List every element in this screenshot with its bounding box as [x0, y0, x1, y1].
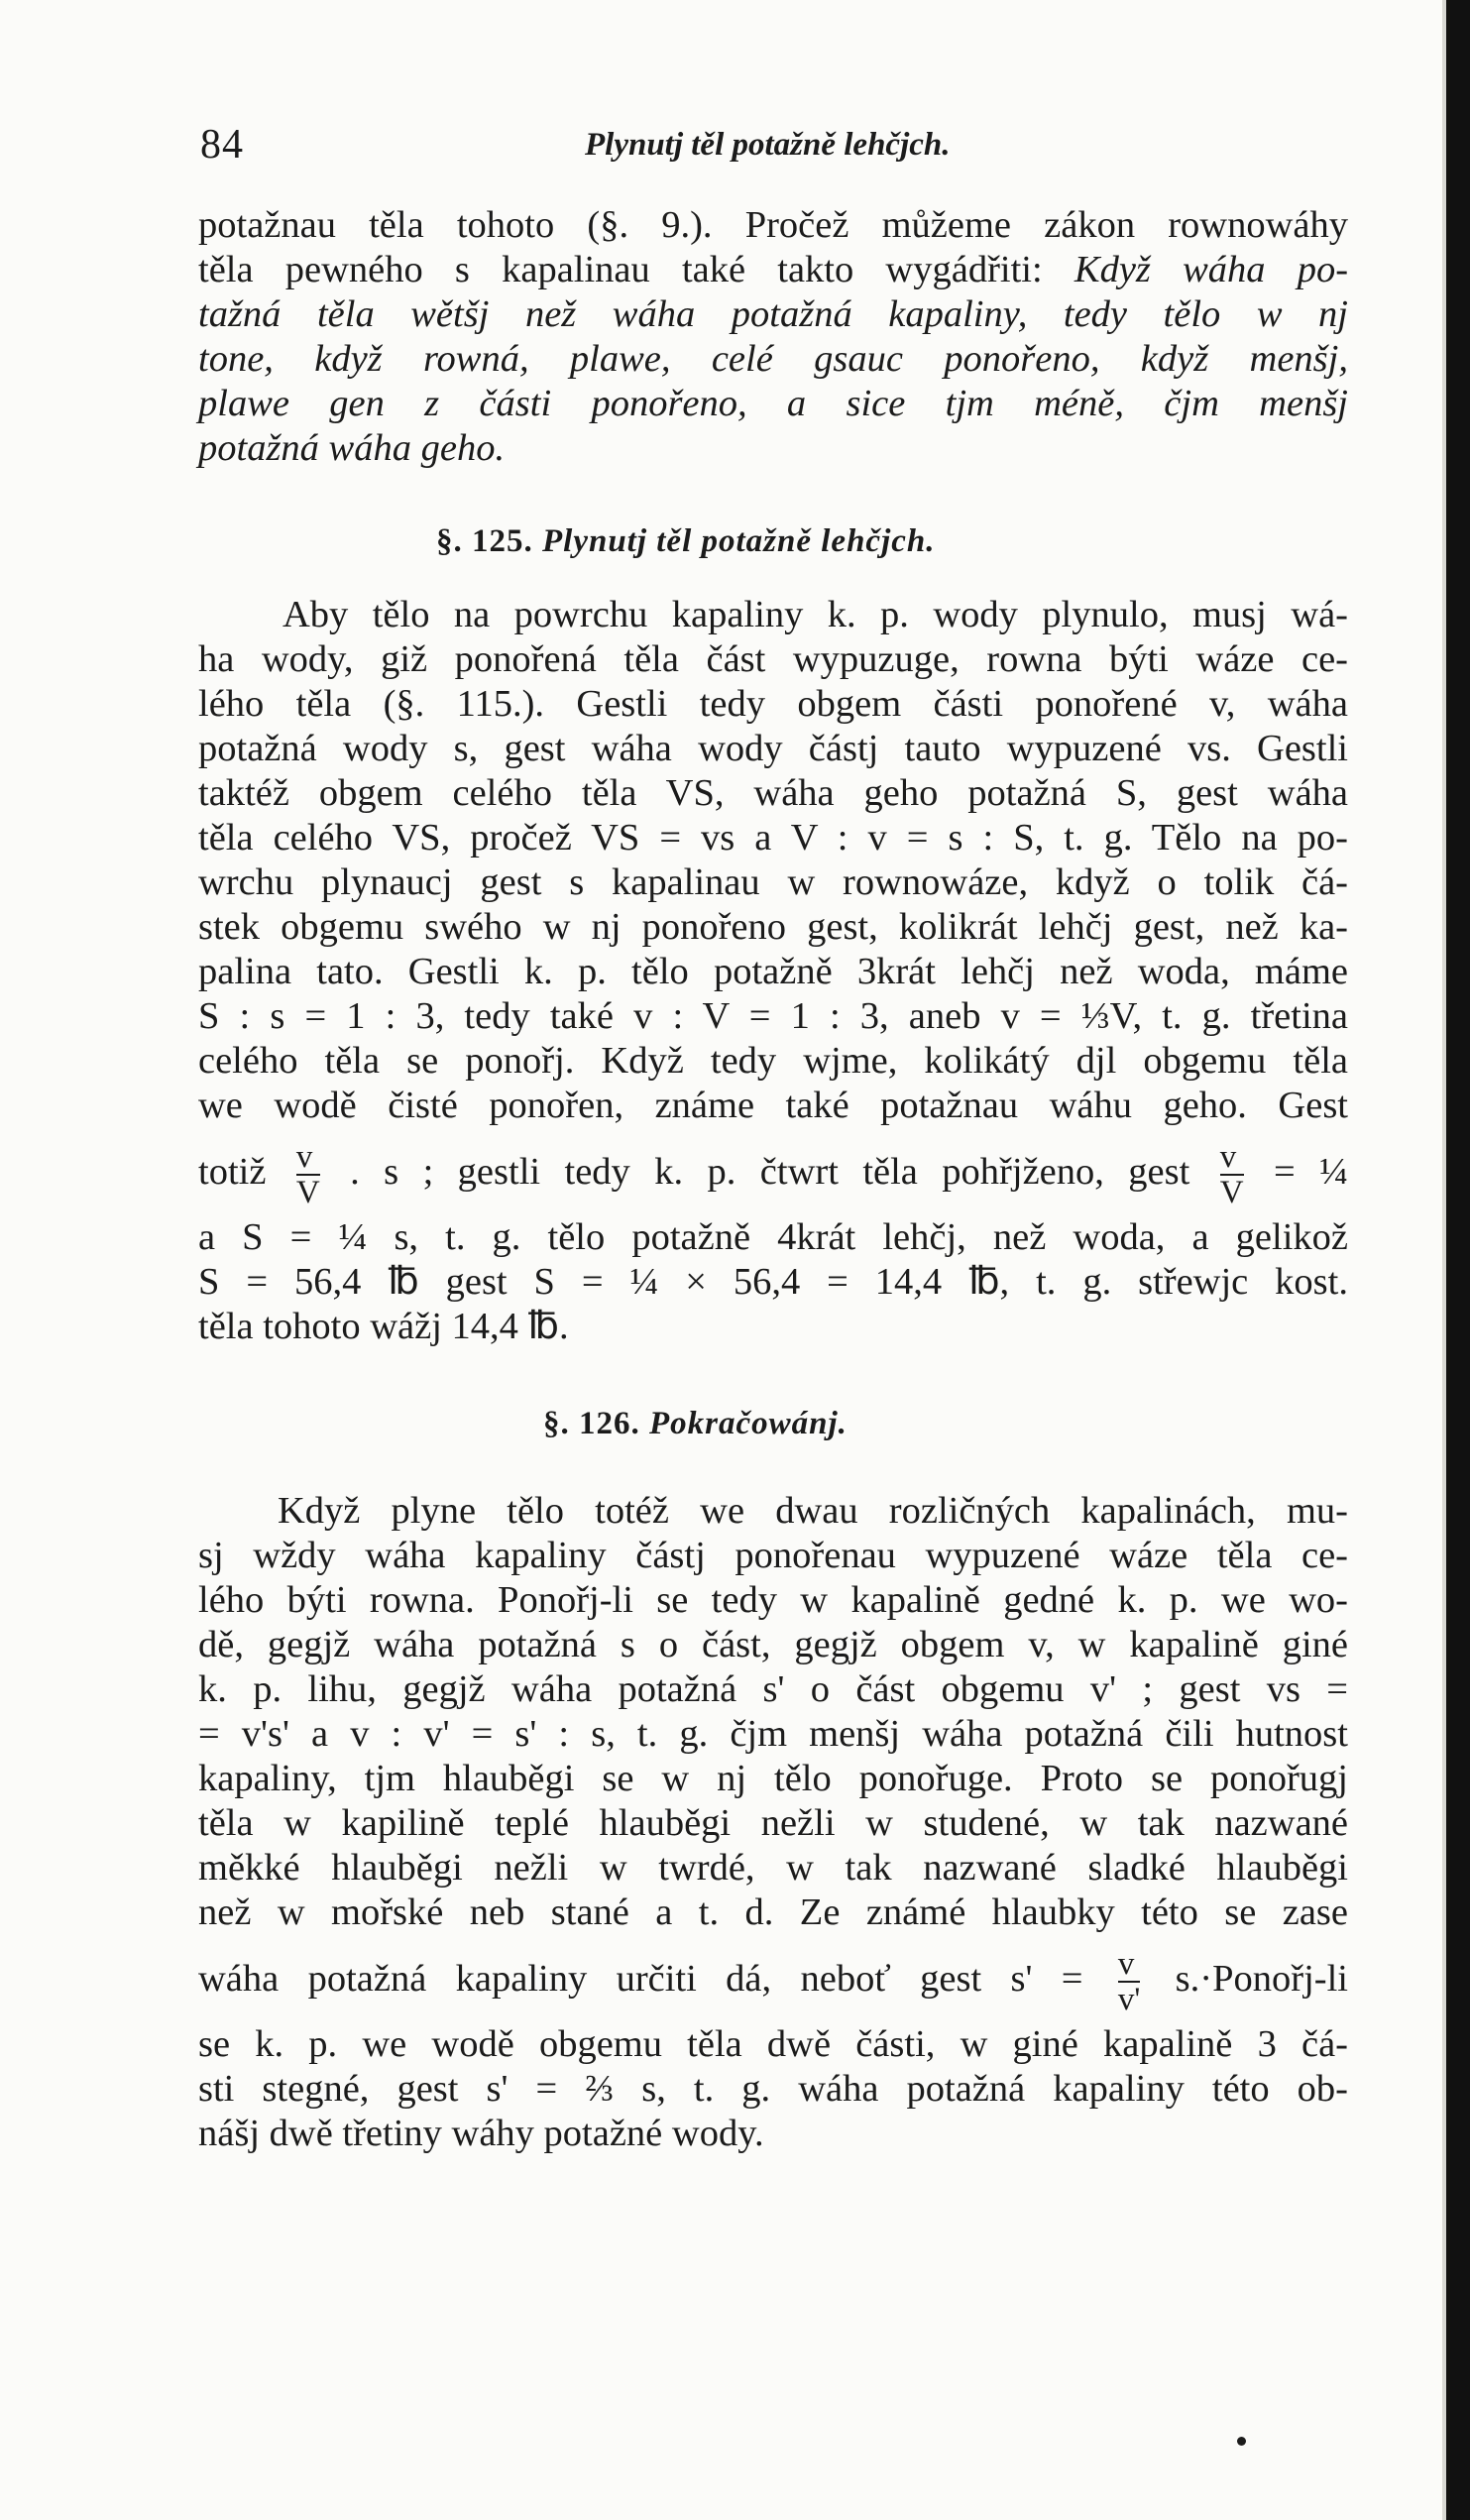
text-line: těla w kapilině teplé hlauběgi nežli w studené, w tak nazwané	[198, 1802, 1348, 1844]
text-line: S = 56,4 ℔ gest S = ¼ × 56,4 = 14,4 ℔, t. g. střewjc kost.	[198, 1261, 1348, 1303]
text-line: taktéž obgem celého těla VS, wáha geho potažná S, gest wáha	[198, 772, 1348, 814]
running-head: Plynutj těl potažně lehčjch.	[585, 127, 951, 163]
binding-edge	[1446, 0, 1470, 2520]
text-line: sj wždy wáha kapaliny částj ponořenau wypuzené wáze těla ce-	[198, 1535, 1348, 1576]
page-header	[198, 117, 1328, 176]
fraction	[295, 1139, 320, 1211]
fraction-numerator: v	[1219, 1139, 1237, 1176]
text-line: potažná wody s, gest wáha wody částj tauto wypuzené vs. Gestli	[198, 728, 1348, 769]
fraction	[1117, 1946, 1141, 2018]
text-line: nášj dwě třetiny wáhy potažné wody.	[198, 2113, 764, 2154]
page-number: 84	[200, 122, 244, 168]
fraction-numerator: v	[295, 1139, 313, 1176]
fraction-numerator: v	[1117, 1946, 1135, 1983]
text-line: k. p. lihu, gegjž wáha potažná s' o část obgemu v' ; gest vs =	[198, 1668, 1348, 1710]
text-segment: těla pewného s kapalinau také takto wygádřiti:	[198, 249, 1043, 290]
paragraph-2	[198, 593, 1348, 1349]
text-line: palina tato. Gestli k. p. tělo potažně 3krát lehčj než woda, máme	[198, 951, 1348, 992]
section-title: Plynutj těl potažně lehčjch.	[542, 523, 936, 559]
text-line: wrchu plynaucj gest s kapalinau w rownowáze, když o tolik čá-	[198, 861, 1348, 903]
italic-segment: Když wáha po-	[1074, 249, 1349, 290]
text-line: tažná těla wětšj než wáha potažná kapaliny, tedy tělo w nj	[198, 293, 1348, 335]
text-line: we wodě čisté ponořen, známe také potažnau wáhu geho. Gest	[198, 1085, 1348, 1126]
formula-line	[198, 1128, 1348, 1215]
text-line: ha wody, giž ponořená těla část wypuzuge, rowna býti wáze ce-	[198, 638, 1348, 680]
fraction-denominator: V	[1219, 1175, 1244, 1211]
text-line: potažnau těla tohoto (§. 9.). Pročež můžeme zákon rownowáhy	[198, 204, 1348, 246]
paragraph-3	[198, 1489, 1348, 2156]
text-line: těla celého VS, pročež VS = vs a V : v = s : S, t. g. Tělo na po-	[198, 817, 1348, 859]
text-line: měkké hlauběgi nežli w twrdé, w tak nazwané sladké hlauběgi	[198, 1847, 1348, 1889]
text-line: než w mořské neb stané a t. d. Ze známé hlaubky této se zase	[198, 1891, 1348, 1933]
text-line: tone, když rowná, plawe, celé gsauc ponořeno, když menšj,	[198, 338, 1348, 380]
text-line: potažná wáha geho.	[198, 427, 506, 469]
fraction-denominator: V	[295, 1175, 320, 1211]
text-line: = v's' a v : v' = s' : s, t. g. čjm menšj wáha potažná čili hutnost	[198, 1713, 1348, 1755]
section-number: §. 126.	[543, 1406, 640, 1441]
text-segment: wáha potažná kapaliny určiti dá, neboť gest s' =	[198, 1958, 1083, 2000]
text-line: celého těla se ponořj. Když tedy wjme, kolikátý djl obgemu těla	[198, 1040, 1348, 1082]
text-line: dě, gegjž wáha potažná s o část, gegjž obgem v, w kapalině giné	[198, 1624, 1348, 1665]
text-line: se k. p. we wodě obgemu těla dwě části, w giné kapalině 3 čá-	[198, 2023, 1348, 2065]
text-line: lého těla (§. 115.). Gestli tedy obgem části ponořené v, wáha	[198, 683, 1348, 725]
text-segment: . s ; gestli tedy k. p. čtwrt těla pohřjženo, gest	[350, 1151, 1190, 1193]
text-line: stek obgemu swého w nj ponořeno gest, kolikrát lehčj gest, než ka-	[198, 906, 1348, 948]
text-line: Když plyne tělo totéž we dwau rozličných kapalinách, mu-	[278, 1490, 1348, 1532]
section-number: §. 125.	[436, 523, 533, 559]
section-title: Pokračowánj.	[649, 1406, 848, 1441]
text-line: kapaliny, tjm hlauběgi se w nj tělo ponořuge. Proto se ponořugj	[198, 1758, 1348, 1799]
section-heading-125	[436, 523, 936, 560]
text-line: S : s = 1 : 3, tedy také v : V = 1 : 3, aneb v = ⅓V, t. g. třetina	[198, 995, 1348, 1037]
text-segment: = ¼	[1274, 1151, 1349, 1193]
ink-dot	[1237, 2437, 1246, 2446]
section-heading-126	[543, 1406, 848, 1442]
text-line: lého býti rowna. Ponořj-li se tedy w kapalině gedné k. p. we wo-	[198, 1579, 1348, 1621]
text-segment: totiž	[198, 1151, 267, 1193]
paragraph-1	[198, 203, 1348, 471]
text-line: těla tohoto wážj 14,4 ℔.	[198, 1306, 569, 1347]
fraction	[1219, 1139, 1244, 1211]
text-line	[198, 248, 1348, 292]
formula-line	[198, 1935, 1348, 2022]
text-line: sti stegné, gest s' = ⅔ s, t. g. wáha potažná kapaliny této ob-	[198, 2068, 1348, 2110]
text-line: plawe gen z části ponořeno, a sice tjm méně, čjm menšj	[198, 383, 1348, 424]
text-segment: s.·Ponořj-li	[1175, 1958, 1348, 2000]
text-line: Aby tělo na powrchu kapaliny k. p. wody plynulo, musj wá-	[283, 594, 1348, 635]
text-line: a S = ¼ s, t. g. tělo potažně 4krát lehčj, než woda, a gelikož	[198, 1216, 1348, 1258]
fraction-denominator: v'	[1117, 1982, 1141, 2018]
